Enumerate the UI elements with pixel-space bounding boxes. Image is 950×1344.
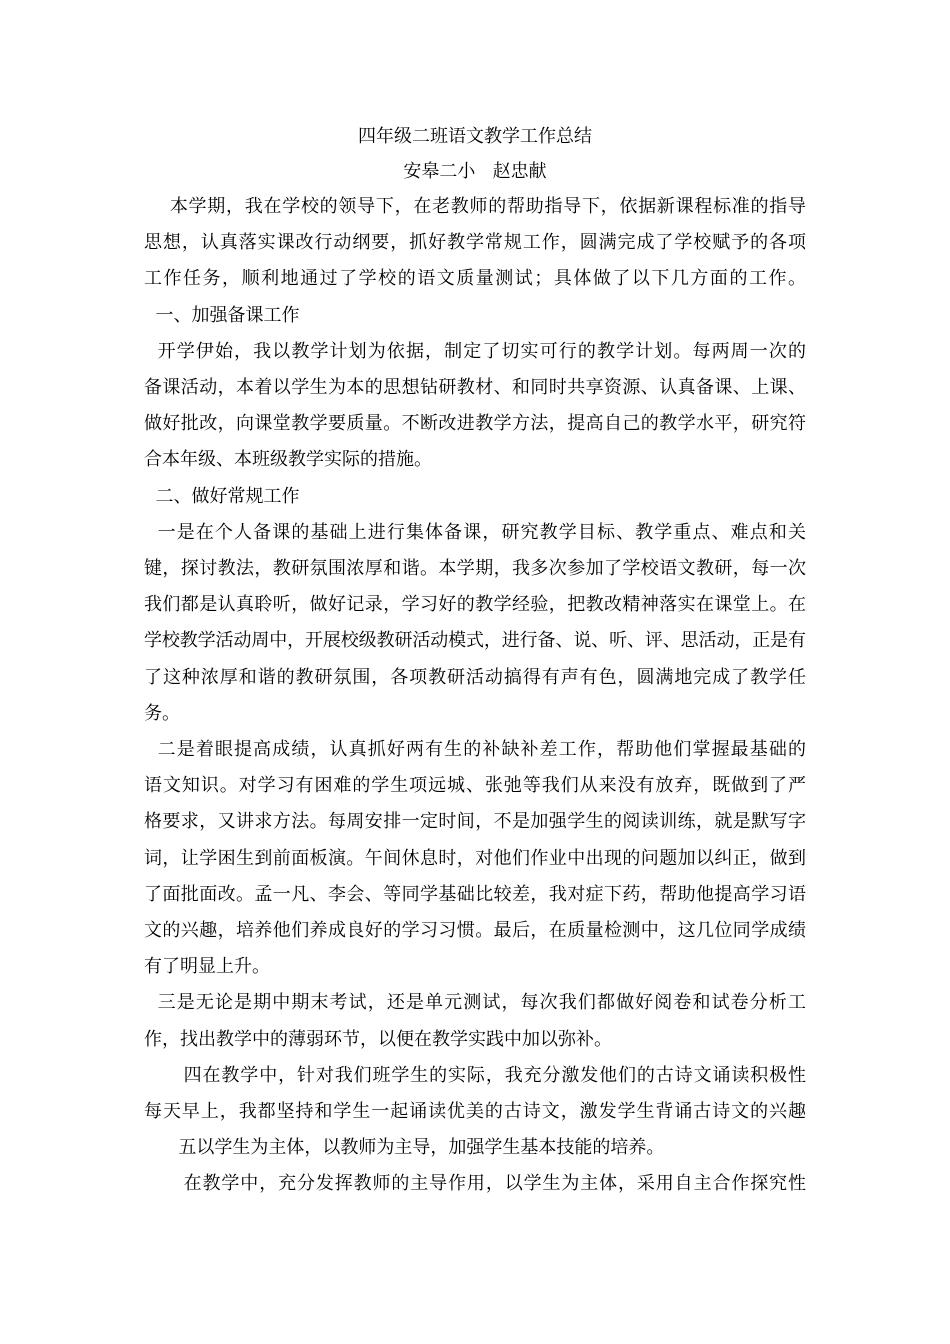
body-line: 备课活动，本着以学生为本的思想钻研教材、和同时共享资源、认真备课、上课、 xyxy=(144,377,807,398)
body-line: 文的兴趣，培养他们养成良好的学习习惯。最后，在质量检测中，这几位同学成绩 xyxy=(144,920,807,941)
body-line: 做好批改，向课堂教学要质量。不断改进教学方法，提高自己的教学水平，研究符 xyxy=(144,413,807,434)
body-line: 务。 xyxy=(144,703,180,724)
body-line: 语文知识。对学习有困难的学生项远城、张弛等我们从来没有放弃，既做到了严 xyxy=(144,775,807,796)
body-line: 思想，认真落实课改行动纲要，抓好教学常规工作，圆满完成了学校赋予的各项 xyxy=(144,232,807,253)
document-byline xyxy=(0,161,950,183)
body-line: 二是着眼提高成绩，认真抓好两有生的补缺补差工作，帮助他们掌握最基础的 xyxy=(144,739,808,760)
body-line: 格要求，又讲求方法。每周安排一定时间，不是加强学生的阅读训练，就是默写字 xyxy=(144,811,807,832)
body-line: 了这种浓厚和谐的教研氛围，各项教研活动搞得有声有色，圆满地完成了教学任 xyxy=(144,667,807,688)
document-title xyxy=(0,126,950,148)
body-line: 在教学中，充分发挥教师的主导作用，以学生为主体，采用自主合作探究性 xyxy=(144,1173,807,1194)
body-line: 五以学生为主体，以教师为主导，加强学生基本技能的培养。 xyxy=(144,1137,665,1158)
body-line: 学校教学活动周中，开展校级教研活动模式，进行备、说、听、评、思活动，正是有 xyxy=(144,630,806,651)
body-line: 合本年级、本班级教学实际的措施。 xyxy=(144,449,432,470)
body-line: 开学伊始，我以教学计划为依据，制定了切实可行的教学计划。每两周一次的 xyxy=(144,341,808,362)
body-line: 有了明显上升。 xyxy=(144,956,270,977)
body-line: 二、做好常规工作 xyxy=(144,486,300,507)
body-line: 键，探讨教法，教研氛围浓厚和谐。本学期，我多次参加了学校语文教研，每一次 xyxy=(144,558,807,579)
body-line: 本学期，我在学校的领导下，在老教师的帮助指导下，依据新课程标准的指导 xyxy=(144,196,807,217)
body-line: 一、加强备课工作 xyxy=(144,305,300,326)
document-byline-text: 安皋二小 赵忠献 xyxy=(403,161,547,182)
document-title-text: 四年级二班语文教学工作总结 xyxy=(358,126,592,147)
body-line: 四在教学中，针对我们班学生的实际，我充分激发他们的古诗文诵读积极性 xyxy=(144,1065,807,1086)
body-line: 三是无论是期中期末考试，还是单元测试，每次我们都做好阅卷和试卷分析工 xyxy=(144,992,808,1013)
body-line: 每天早上，我都坚持和学生一起诵读优美的古诗文，激发学生背诵古诗文的兴趣 xyxy=(144,1101,807,1122)
body-line: 工作任务，顺利地通过了学校的语文质量测试；具体做了以下几方面的工作。 xyxy=(144,268,808,289)
body-line: 一是在个人备课的基础上进行集体备课，研究教学目标、教学重点、难点和关 xyxy=(144,522,808,543)
body-line: 词，让学困生到前面板演。午间休息时，对他们作业中出现的问题加以纠正，做到 xyxy=(144,848,807,869)
body-line: 我们都是认真聆听，做好记录，学习好的教学经验，把教改精神落实在课堂上。在 xyxy=(144,594,807,615)
body-line: 作，找出教学中的薄弱环节，以便在教学实践中加以弥补。 xyxy=(144,1029,612,1050)
body-line: 了面批面改。孟一凡、李会、等同学基础比较差，我对症下药，帮助他提高学习语 xyxy=(144,884,807,905)
